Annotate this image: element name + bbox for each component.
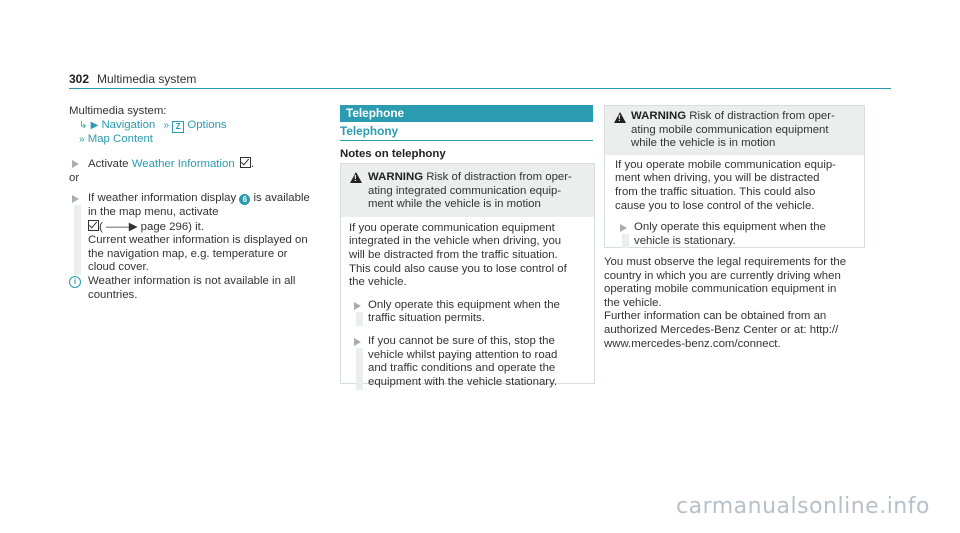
bullet-text: equipment with the vehicle stationary. xyxy=(368,375,558,388)
bullet-gray-bar xyxy=(356,312,363,326)
body-text: from the traffic situation. This could also xyxy=(615,185,816,198)
bullet-item xyxy=(349,299,588,326)
play-bullet-icon xyxy=(354,338,361,346)
warning-text: Risk of distraction from oper- xyxy=(686,110,835,122)
body-text: Further information can be obtained from an xyxy=(604,310,827,323)
bullet-text: vehicle whilst paying attention to road xyxy=(368,348,558,361)
warning-triangle-icon: ! xyxy=(350,172,362,183)
body-text: will be distracted from the traffic situation. xyxy=(349,248,558,261)
warning-body xyxy=(605,155,864,249)
bullet-text: traffic situation permits. xyxy=(368,312,485,325)
play-bullet-icon xyxy=(620,224,627,232)
or-text: or xyxy=(69,171,80,184)
play-bullet-icon xyxy=(354,302,361,310)
info-icon: i xyxy=(69,276,81,288)
step-text: the navigation map, e.g. temperature or xyxy=(88,247,288,260)
warning-text: while the vehicle is in motion xyxy=(631,137,776,150)
arrow-return-icon: ↳ xyxy=(79,119,88,131)
body-text: You must observe the legal requirements for the xyxy=(604,256,847,268)
warning-label: WARNING xyxy=(368,171,424,183)
step-text: Current weather information is displayed on xyxy=(88,234,308,247)
note-text: countries. xyxy=(88,288,138,301)
weather-information-link[interactable]: Weather Information xyxy=(131,158,235,171)
body-text: If you operate communication equipment xyxy=(349,221,555,234)
step-text: is available xyxy=(250,192,310,205)
bullet-text: Only operate this equipment when the xyxy=(368,298,560,311)
body-text: This could also cause you to lose control of xyxy=(349,262,567,275)
step-suffix: . xyxy=(250,158,255,171)
step-text: cloud cover. xyxy=(88,261,149,274)
step-text: in the map menu, activate xyxy=(88,205,219,218)
path-map-content[interactable]: Map Content xyxy=(87,132,153,145)
body-text: ment when driving, you will be distracted xyxy=(615,172,820,185)
warning-header xyxy=(341,164,594,217)
path-intro: Multimedia system: xyxy=(69,105,167,117)
warning-box-mobile xyxy=(604,105,865,248)
body-text: operating mobile communication equipment in xyxy=(604,283,837,296)
bullet-gray-bar xyxy=(356,348,363,390)
note-info xyxy=(69,275,329,302)
checkbox-icon xyxy=(88,220,99,231)
warning-header xyxy=(605,106,864,155)
body-text: cause you to lose control of the vehicle. xyxy=(615,199,815,212)
section-bar-telephone: Telephone xyxy=(340,105,593,122)
play-bullet-icon xyxy=(72,195,79,203)
notes-title: Notes on telephony xyxy=(340,148,446,160)
bullet-text: Only operate this equipment when the xyxy=(634,221,826,234)
watermark: carmanualsonline.info xyxy=(676,494,930,519)
page-number: 302 xyxy=(69,72,90,86)
double-chevron-icon: » xyxy=(79,133,85,145)
item-badge: 6 xyxy=(239,194,250,205)
warning-text: ating integrated communication equip- xyxy=(368,184,562,197)
section-title: Multimedia system xyxy=(97,72,197,86)
page-reference[interactable]: ( ——▶ page 296) it. xyxy=(99,220,204,233)
warning-label: WARNING xyxy=(631,110,687,122)
step-weather-display xyxy=(69,192,329,275)
body-text: country in which you are currently driving when xyxy=(604,269,841,282)
warning-triangle-icon: ! xyxy=(614,112,626,123)
warning-body xyxy=(341,217,594,390)
bullet-text: and traffic conditions and operate the xyxy=(368,362,556,375)
double-chevron-icon: » xyxy=(163,119,169,131)
body-text: www.mercedes-benz.com/connect. xyxy=(604,337,781,350)
path-options[interactable]: Options xyxy=(187,118,227,131)
warning-box xyxy=(340,163,595,388)
body-text: If you operate mobile communication equip- xyxy=(615,158,836,171)
subsection-telephony: Telephony xyxy=(340,124,399,138)
subsection-rule xyxy=(340,140,593,141)
step-text: Activate xyxy=(88,158,132,171)
warning-text: Risk of distraction from oper- xyxy=(423,171,572,183)
play-bullet-icon xyxy=(72,160,79,168)
path-navigation[interactable]: Navigation xyxy=(101,118,156,131)
options-z-icon: Z xyxy=(172,121,184,133)
warning-text: ment while the vehicle is in motion xyxy=(368,198,541,211)
note-text: Weather information is not available in all xyxy=(88,274,296,287)
arrow-right-icon: ▶ xyxy=(90,119,99,131)
bullet-item xyxy=(349,335,588,389)
body-text: authorized Mercedes-Benz Center or at: http:// xyxy=(604,323,839,336)
header-rule xyxy=(69,88,891,89)
bullet-text: If you cannot be sure of this, stop the xyxy=(368,334,555,347)
column-1 xyxy=(69,105,329,302)
step-gray-bar xyxy=(74,205,81,275)
body-text: integrated in the vehicle when driving, you xyxy=(349,235,562,248)
body-text: the vehicle. xyxy=(349,276,407,289)
step-text: If weather information display xyxy=(88,192,240,205)
bullet-item xyxy=(615,221,858,248)
warning-text: ating mobile communication equipment xyxy=(631,123,829,136)
checkbox-icon xyxy=(240,157,251,168)
body-text: the vehicle. xyxy=(604,296,662,309)
bullet-gray-bar xyxy=(622,234,629,248)
legal-paragraph xyxy=(604,256,874,351)
step-activate xyxy=(69,157,329,172)
bullet-text: vehicle is stationary. xyxy=(634,234,736,247)
